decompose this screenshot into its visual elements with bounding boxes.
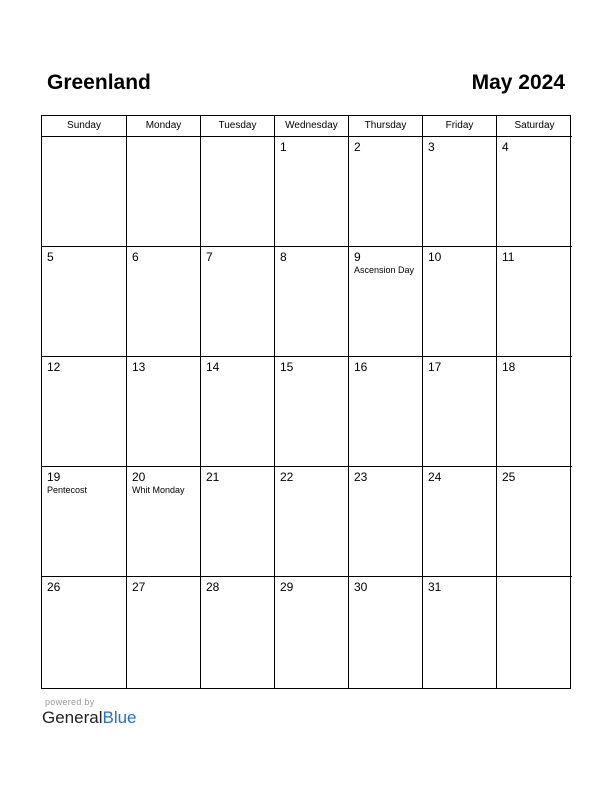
generalblue-logo[interactable] [42, 708, 137, 728]
day-cell [497, 137, 572, 247]
day-cell [423, 247, 497, 357]
day-cell [349, 357, 423, 467]
day-number: 3 [428, 140, 435, 154]
day-number: 7 [206, 250, 213, 264]
day-cell [201, 467, 275, 577]
day-number: 24 [428, 470, 442, 484]
day-cell [201, 357, 275, 467]
day-number: 29 [280, 580, 294, 594]
country-title: Greenland [47, 71, 151, 94]
day-cell [42, 247, 127, 357]
day-number: 11 [502, 250, 515, 264]
day-number: 27 [132, 580, 146, 594]
weekday-header-friday: Friday [423, 116, 497, 137]
day-cell [275, 467, 349, 577]
calendar-grid [41, 115, 571, 689]
day-cell [497, 577, 572, 688]
day-number: 30 [354, 580, 368, 594]
day-number: 9 [354, 250, 361, 264]
brand-general-text: General [42, 708, 103, 727]
day-cell [127, 247, 201, 357]
day-cell [497, 247, 572, 357]
day-cell [201, 137, 275, 247]
powered-by-label: powered by [45, 697, 95, 707]
day-cell [349, 247, 423, 357]
weekday-header-monday: Monday [127, 116, 201, 137]
holiday-label: Ascension Day [354, 265, 415, 275]
day-number: 15 [280, 360, 294, 374]
day-number: 13 [132, 360, 146, 374]
day-number: 8 [280, 250, 287, 264]
day-number: 21 [206, 470, 220, 484]
weekday-header-saturday: Saturday [497, 116, 572, 137]
weekday-header-tuesday: Tuesday [201, 116, 275, 137]
day-cell [127, 467, 201, 577]
day-cell [42, 137, 127, 247]
day-cell [349, 577, 423, 688]
day-number: 26 [47, 580, 61, 594]
day-number: 17 [428, 360, 442, 374]
day-cell [423, 357, 497, 467]
brand-blue-text: Blue [102, 708, 137, 727]
day-number: 16 [354, 360, 368, 374]
day-cell [127, 137, 201, 247]
day-cell [42, 577, 127, 688]
day-number: 12 [47, 360, 61, 374]
day-number: 2 [354, 140, 361, 154]
day-number: 25 [502, 470, 516, 484]
day-number: 5 [47, 250, 54, 264]
weekday-header-wednesday: Wednesday [275, 116, 349, 137]
day-number: 22 [280, 470, 294, 484]
weekday-header-sunday: Sunday [42, 116, 127, 137]
day-cell [201, 577, 275, 688]
day-number: 6 [132, 250, 139, 264]
month-year-title: May 2024 [471, 71, 565, 94]
day-number: 1 [280, 140, 287, 154]
day-number: 14 [206, 360, 220, 374]
day-number: 20 [132, 470, 146, 484]
day-cell [275, 577, 349, 688]
day-number: 28 [206, 580, 220, 594]
day-cell [349, 467, 423, 577]
day-cell [127, 357, 201, 467]
day-cell [275, 247, 349, 357]
day-number: 19 [47, 470, 61, 484]
day-cell [127, 577, 201, 688]
day-cell [423, 467, 497, 577]
holiday-label: Whit Monday [132, 485, 185, 495]
day-number: 23 [354, 470, 368, 484]
day-number: 18 [502, 360, 516, 374]
day-cell [275, 357, 349, 467]
day-number: 10 [428, 250, 442, 264]
day-cell [497, 357, 572, 467]
day-cell [42, 467, 127, 577]
day-number: 31 [428, 580, 442, 594]
day-cell [275, 137, 349, 247]
day-cell [201, 247, 275, 357]
day-cell [423, 137, 497, 247]
day-number: 4 [502, 140, 509, 154]
day-cell [423, 577, 497, 688]
weekday-header-thursday: Thursday [349, 116, 423, 137]
day-cell [497, 467, 572, 577]
holiday-label: Pentecost [47, 485, 88, 495]
day-cell [42, 357, 127, 467]
day-cell [349, 137, 423, 247]
